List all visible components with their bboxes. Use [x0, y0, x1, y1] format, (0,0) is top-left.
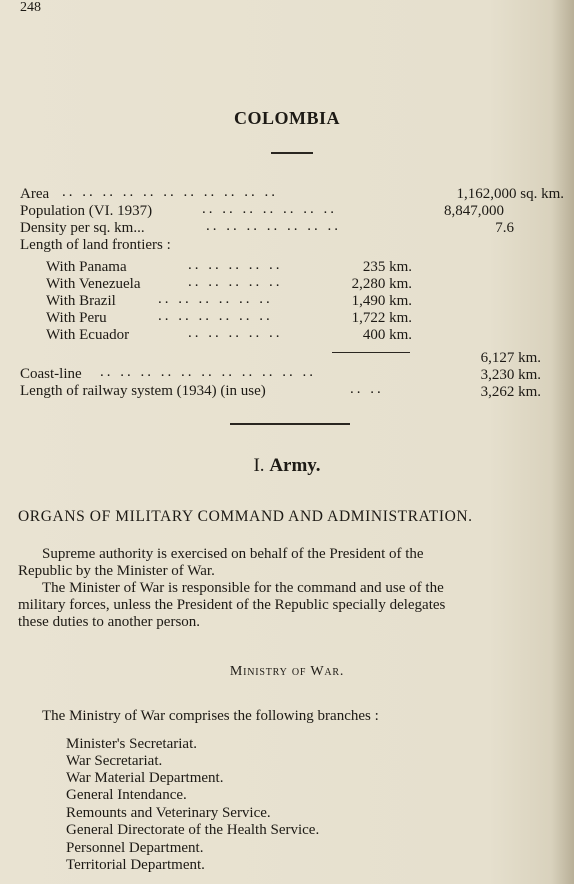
title-rule: [271, 152, 313, 154]
leader-dots: .. .. .. .. .. ..: [158, 291, 273, 307]
paragraph-line: Republic by the Minister of War.: [18, 563, 215, 579]
list-item: War Secretariat.: [66, 753, 163, 769]
frontier-label: With Panama: [46, 259, 127, 275]
stat-value-area: 1,162,000 sq. km.: [456, 186, 564, 202]
list-item: Minister's Secretariat.: [66, 736, 197, 752]
subtotal-rule: [332, 352, 410, 353]
paragraph-line: The Minister of War is responsible for the command and use of the: [42, 580, 444, 596]
list-item: War Material Department.: [66, 770, 224, 786]
list-item: Territorial Department.: [66, 857, 205, 873]
frontier-label: With Venezuela: [46, 276, 141, 292]
stat-label-population: Population (VI. 1937): [20, 203, 153, 219]
stat-label-area: Area: [20, 186, 50, 202]
leader-dots: .. .. .. .. ..: [188, 325, 283, 341]
list-item: Remounts and Veterinary Service.: [66, 805, 271, 821]
leader-dots: .. .. .. .. .. .. .. .. .. .. ..: [100, 364, 316, 380]
leader-dots: .. ..: [350, 381, 384, 397]
list-item: Personnel Department.: [66, 840, 204, 856]
section-heading: [0, 455, 574, 477]
section-number: I.: [253, 455, 265, 476]
list-item: General Intendance.: [66, 787, 187, 803]
section-rule: [230, 423, 350, 425]
frontier-total: 6,127 km.: [480, 350, 541, 366]
ministry-intro: The Ministry of War comprises the following branches :: [42, 708, 379, 724]
ministry-heading: Ministry of War.: [229, 664, 345, 679]
list-item: General Directorate of the Health Service.: [66, 822, 320, 838]
section-title: Army.: [269, 455, 321, 476]
leader-dots: .. .. .. .. .. .. ..: [202, 201, 337, 217]
stat-label-density: Density per sq. km...: [20, 220, 145, 236]
organs-heading: ORGANS OF MILITARY COMMAND AND ADMINISTRATION.: [18, 508, 473, 525]
paragraph-line: Supreme authority is exercised on behalf of the President of the: [42, 546, 424, 562]
leader-dots: .. .. .. .. ..: [188, 274, 283, 290]
page-number: 248: [20, 0, 41, 15]
leader-dots: .. .. .. .. .. .. ..: [206, 218, 341, 234]
frontier-label: With Peru: [46, 310, 107, 326]
leader-dots: .. .. .. .. .. ..: [158, 308, 273, 324]
frontier-value: 1,490 km.: [351, 293, 412, 309]
page-title: COLOMBIA: [233, 108, 340, 128]
stat-label-coast: Coast-line: [20, 366, 82, 382]
leader-dots: .. .. .. .. ..: [188, 257, 283, 273]
paragraph-line: these duties to another person.: [18, 614, 201, 630]
frontier-label: With Brazil: [46, 293, 116, 309]
frontier-value: 2,280 km.: [351, 276, 412, 292]
frontier-value: 1,722 km.: [351, 310, 412, 326]
leader-dots: .. .. .. .. .. .. .. .. .. .. ..: [62, 184, 278, 200]
frontier-value: 235 km.: [362, 259, 412, 275]
frontier-value: 400 km.: [362, 327, 412, 343]
stat-value-railway: 3,262 km.: [480, 384, 541, 400]
stat-value-population: 8,847,000: [444, 203, 504, 219]
stat-label-frontiers: Length of land frontiers :: [20, 237, 171, 253]
frontier-label: With Ecuador: [46, 327, 130, 343]
stat-value-coast: 3,230 km.: [480, 367, 541, 383]
stat-value-density: 7.6: [495, 220, 514, 236]
stat-label-railway: Length of railway system (1934) (in use): [20, 383, 266, 399]
paragraph-line: military forces, unless the President of the Republic specially delegates: [18, 597, 446, 613]
